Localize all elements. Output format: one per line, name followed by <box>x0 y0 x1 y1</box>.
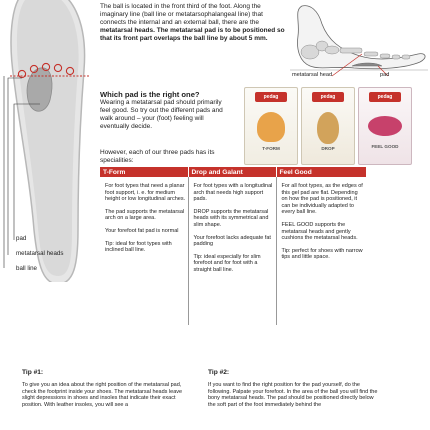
foot-label-metatarsal-head: metatarsal head <box>292 72 333 78</box>
cell-tform <box>100 177 188 325</box>
tip2-title: Tip #2: <box>208 369 230 376</box>
cell-paragraph: Tip: perfect for shoes with narrow tips and little space. <box>281 247 363 261</box>
cell-paragraph: For all foot types, as the edges of this gel pad are flat. Depending on how the pad is positioned, it can be individually adapted to every ball line. <box>281 183 363 216</box>
cell-paragraph: Tip: ideal especially for slim forefoot and for foot with a straight ball line. <box>193 253 261 273</box>
cell-paragraph: Tip: ideal for foot types with inclined ball line. <box>105 240 172 254</box>
cell-paragraph: Your forefoot lacks adequate fat padding <box>193 234 271 248</box>
intro-text-bold: metatarsal heads. The metatarsal pad is to be positioned so that its front part overlaps the ball line by about 5 mm. <box>100 27 285 43</box>
tip1-title: Tip #1: <box>22 369 44 376</box>
cell-paragraph: For foot types that need a planar foot support, i. e. for medium height or low longitudinal arches. <box>105 183 186 203</box>
product-pad-image <box>257 112 285 142</box>
product-box-drop <box>301 87 355 165</box>
product-name: FEEL GOOD <box>371 144 399 149</box>
label-ball-line: ball line <box>16 265 37 272</box>
intro-text-part1: The ball is located in the front third of the foot. Along the imaginary line (ball line or metatarsophalangeal line) that connects the internal and an external ball, there are the <box>100 3 263 27</box>
tip2-body: If you want to find the right position for the pad yourself, do the following. Palpate your forefoot. In the area of the ball you will find the bony metatarsal heads. The pad should be positioned directly below the soft part of the foot immediately behind the <box>208 382 378 408</box>
product-box-feelgood <box>358 87 412 165</box>
cell-paragraph: FEEL GOOD supports the metatarsal heads and gently cushions the metatarsal heads. <box>281 221 358 242</box>
which-pad-body: Wearing a metatarsal pad should primarily feel good. So try out the different pads and walk around – your (foot) feeling will eventually decide. <box>100 99 223 131</box>
product-brand: pedag <box>255 92 287 102</box>
foot-label-pad: pad <box>380 72 390 78</box>
product-box-tform <box>244 87 298 165</box>
label-pad: pad <box>16 235 27 242</box>
product-brand: pedag <box>312 92 344 102</box>
table-row <box>100 177 366 325</box>
product-pad-image <box>317 112 339 144</box>
label-metatarsal-heads: metatarsal heads <box>16 250 64 257</box>
pads-comparison-table <box>100 167 366 325</box>
product-brand: pedag <box>369 92 401 102</box>
cell-paragraph: For foot types with a longitudinal arch that needs high support pads. <box>193 183 273 203</box>
tip1-body: To give you an idea about the right position of the metatarsal pad, check the footprint inside your shoes. The metatarsal heads leave slight depressions in shoes and insoles that indicate their exact position. With leather insoles, you will see a <box>22 382 183 408</box>
foot-outline <box>298 6 426 69</box>
cell-drop-galant <box>188 177 276 325</box>
product-pad-image <box>368 116 402 136</box>
cell-paragraph: DROP supports the metatarsal heads with its symmetrical and slim shape. <box>193 208 269 228</box>
cell-paragraph: Your forefoot fat pad is normal <box>105 227 179 234</box>
product-name: T-FORM <box>262 146 280 151</box>
intro-paragraph <box>100 3 290 43</box>
col-header-feel-good: Feel Good <box>276 167 366 177</box>
insole-illustration <box>0 0 96 282</box>
table-header-row <box>100 167 366 177</box>
cell-feel-good <box>276 177 366 325</box>
which-pad-heading: Which pad is the right one? <box>100 90 200 99</box>
col-header-drop-galant: Drop and Galant <box>188 167 276 177</box>
product-name: DROP <box>321 146 335 151</box>
col-header-tform: T-Form <box>100 167 188 177</box>
cell-paragraph: The pad supports the metatarsal arch on a large area. <box>105 208 185 222</box>
specialities-intro: However, each of our three pads has its specialities: <box>100 149 215 165</box>
